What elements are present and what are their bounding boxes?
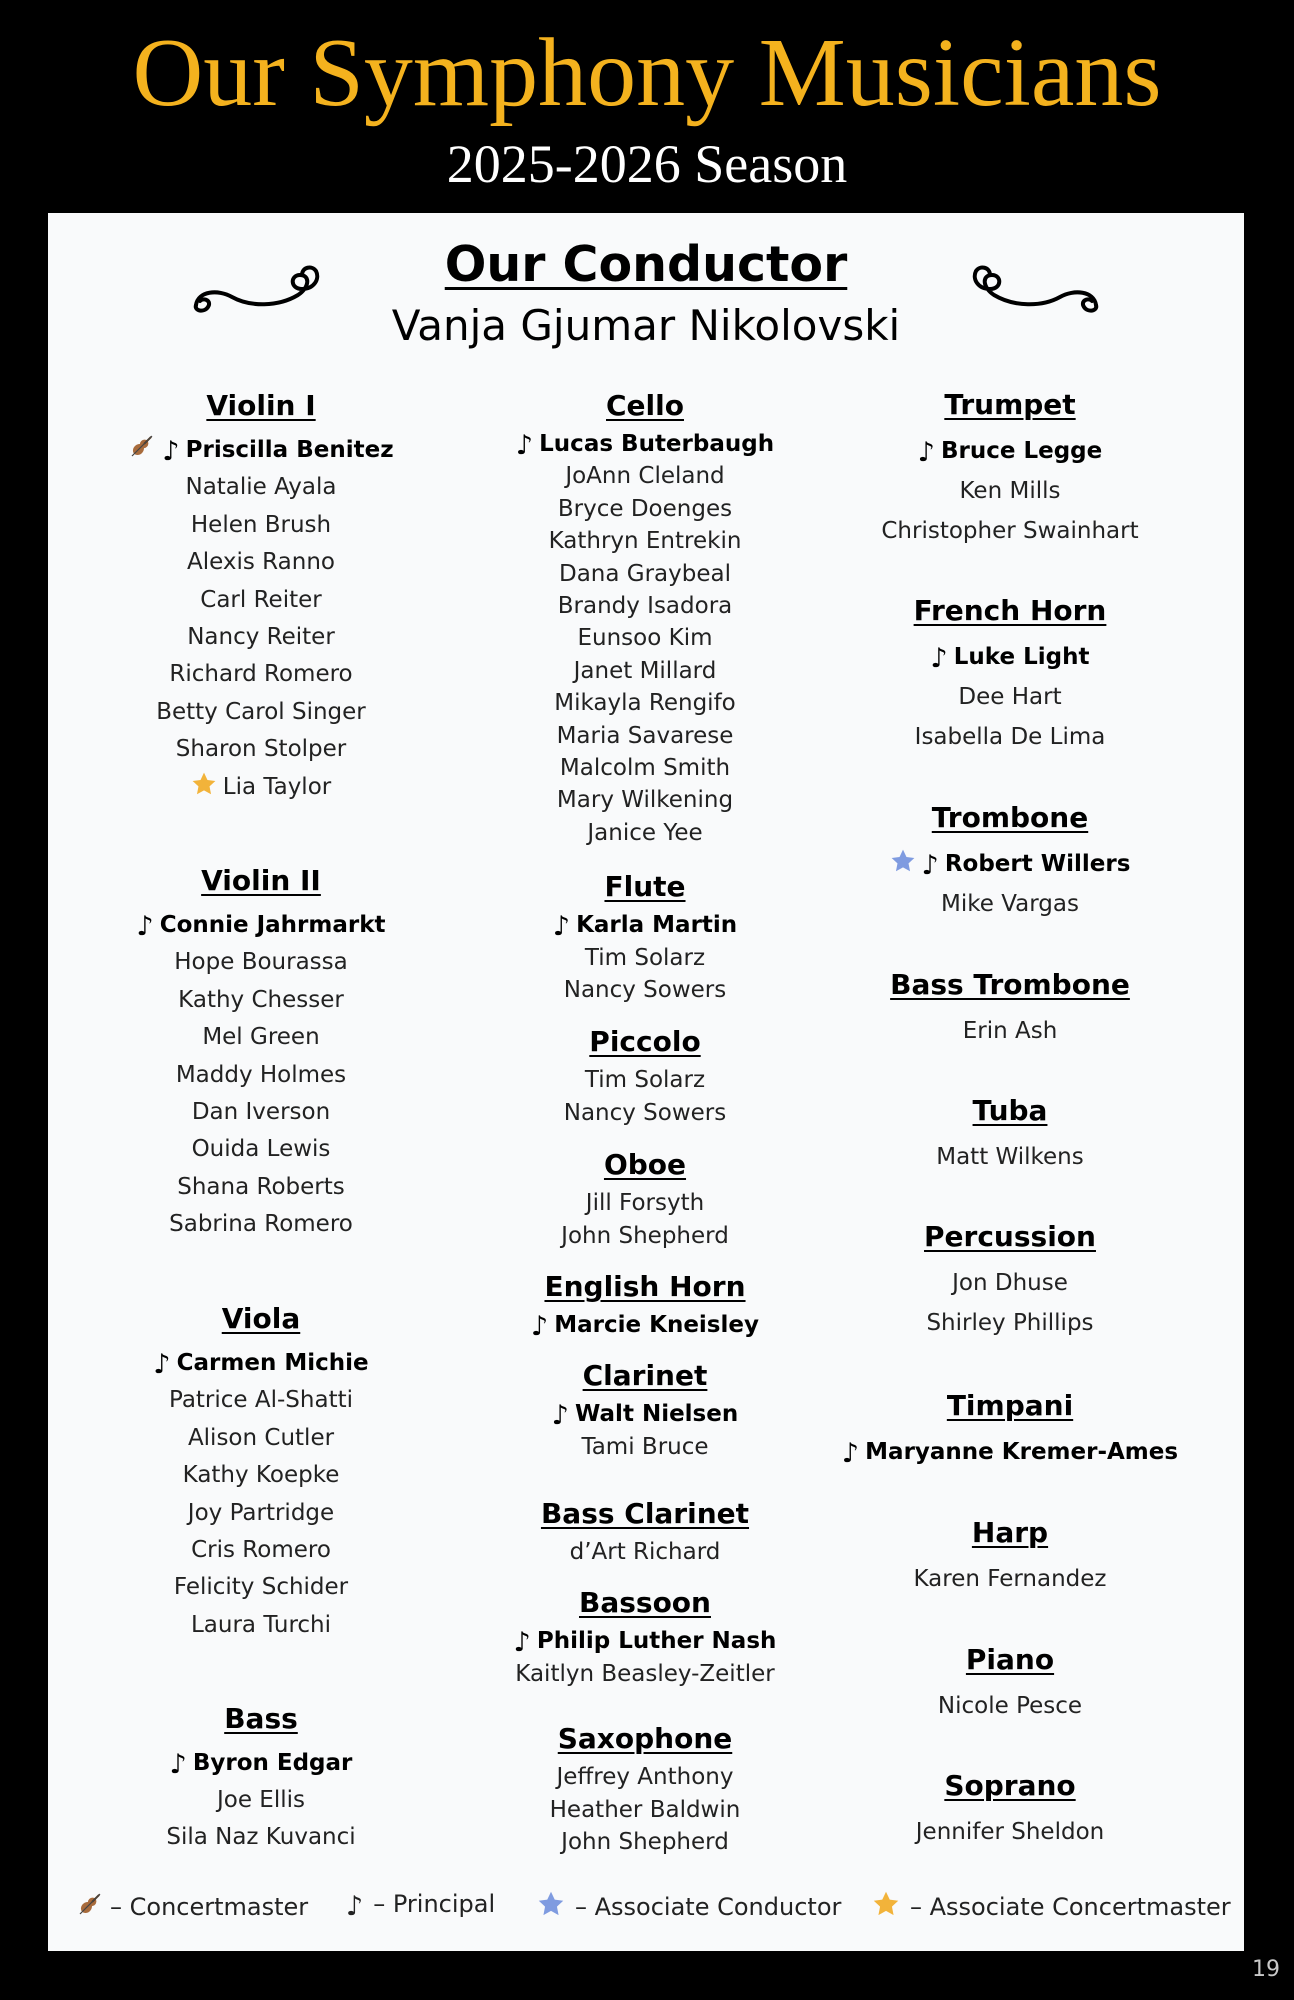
member-row xyxy=(455,909,835,942)
section-title: Clarinet xyxy=(582,1359,708,1392)
member-name: Jon Dhuse xyxy=(952,1270,1068,1296)
blue-star-icon xyxy=(890,847,916,887)
legend-concertmaster-label: – Concertmaster xyxy=(110,1893,309,1921)
section-cello xyxy=(455,388,835,846)
member-name: Heather Baldwin xyxy=(549,1796,741,1823)
legend xyxy=(48,1890,1244,1930)
member-name: Kathy Chesser xyxy=(178,986,344,1013)
member-name: Matt Wilkens xyxy=(936,1144,1084,1170)
member-name: Eunsoo Kim xyxy=(577,625,713,652)
member-name: Helen Brush xyxy=(190,511,332,538)
member-row xyxy=(455,1431,835,1464)
member-name: Nancy Sowers xyxy=(563,1099,727,1126)
note-icon: ♪ xyxy=(136,911,154,942)
section-title: English Horn xyxy=(544,1270,746,1303)
section-title: Violin I xyxy=(206,389,316,422)
member-name: Alexis Ranno xyxy=(187,549,335,576)
member-name: Joy Partridge xyxy=(187,1499,335,1526)
note-icon: ♪ xyxy=(917,437,935,468)
section-title: French Horn xyxy=(913,594,1107,627)
legend-principal-label: – Principal xyxy=(373,1890,496,1918)
member-row xyxy=(71,907,451,944)
section-violin1 xyxy=(71,388,451,800)
member-row xyxy=(71,507,451,544)
member-row xyxy=(71,982,451,1019)
member-row xyxy=(71,1019,451,1056)
member-row xyxy=(820,1559,1200,1599)
section-frenchhorn xyxy=(820,593,1200,750)
member-name: Maddy Holmes xyxy=(175,1061,347,1088)
member-row xyxy=(71,694,451,731)
member-row xyxy=(71,1382,451,1419)
member-name: Janice Yee xyxy=(587,819,703,846)
member-name: Philip Luther Nash xyxy=(536,1628,777,1654)
member-name: Mikayla Rengifo xyxy=(554,690,736,717)
member-row xyxy=(455,1658,835,1691)
member-row xyxy=(455,1536,835,1569)
member-row xyxy=(71,1745,451,1782)
member-row xyxy=(455,1097,835,1130)
member-name: Karla Martin xyxy=(576,912,738,938)
member-name: Kathryn Entrekin xyxy=(548,528,742,555)
member-row xyxy=(71,656,451,693)
member-name: Marcie Kneisley xyxy=(554,1312,759,1338)
member-name: Dee Hart xyxy=(958,684,1062,710)
member-row xyxy=(455,942,835,975)
member-name: Carmen Michie xyxy=(176,1350,369,1376)
member-name: Tami Bruce xyxy=(581,1433,709,1460)
member-row xyxy=(455,1309,835,1342)
member-row xyxy=(820,1263,1200,1303)
note-icon: ♪ xyxy=(531,1311,549,1342)
member-name: Alison Cutler xyxy=(187,1424,335,1451)
section-trumpet xyxy=(820,387,1200,544)
member-row xyxy=(455,622,835,654)
member-row xyxy=(71,1532,451,1569)
member-row xyxy=(455,1398,835,1431)
section-title: Percussion xyxy=(924,1220,1096,1253)
section-title: Bass xyxy=(224,1702,298,1735)
note-icon: ♪ xyxy=(551,1400,569,1431)
member-row xyxy=(455,1064,835,1097)
member-name: Erin Ash xyxy=(962,1018,1058,1044)
member-name: Karen Fernandez xyxy=(913,1566,1107,1592)
section-title: Saxophone xyxy=(557,1722,733,1755)
member-row xyxy=(820,431,1200,471)
section-bass xyxy=(71,1701,451,1850)
section-piccolo xyxy=(455,1024,835,1126)
member-row xyxy=(455,687,835,719)
member-name: Maria Savarese xyxy=(556,722,734,749)
member-name: Carl Reiter xyxy=(200,586,322,613)
section-title: Cello xyxy=(606,389,684,422)
member-name: Bruce Legge xyxy=(940,438,1103,464)
member-name: Mike Vargas xyxy=(941,891,1079,917)
member-name: Luke Light xyxy=(953,644,1090,670)
member-name: Isabella De Lima xyxy=(914,724,1106,750)
member-row xyxy=(820,511,1200,551)
member-row xyxy=(71,582,451,619)
season-subtitle: 2025-2026 Season xyxy=(446,134,848,194)
member-row xyxy=(820,1011,1200,1051)
member-row xyxy=(71,1131,451,1168)
legend-assoc-conductor xyxy=(537,1890,841,1924)
member-name: Bryce Doenges xyxy=(557,495,733,522)
member-name: Laura Turchi xyxy=(190,1611,332,1638)
member-row xyxy=(455,558,835,590)
member-name: Tim Solarz xyxy=(584,1067,706,1093)
member-name: Lucas Buterbaugh xyxy=(539,431,775,457)
member-row xyxy=(455,752,835,784)
section-title: Viola xyxy=(221,1302,301,1335)
member-row xyxy=(71,1206,451,1243)
member-name: d’Art Richard xyxy=(569,1539,721,1565)
member-name: Janet Millard xyxy=(573,657,717,684)
member-row xyxy=(820,717,1200,757)
section-title: Violin II xyxy=(201,864,321,897)
member-name: Shirley Phillips xyxy=(926,1310,1094,1336)
member-row xyxy=(71,1495,451,1532)
member-name: Sharon Stolper xyxy=(175,736,347,763)
member-row xyxy=(820,677,1200,717)
member-row xyxy=(455,974,835,1007)
member-row xyxy=(71,769,451,809)
member-name: Dana Graybeal xyxy=(558,560,731,587)
note-icon: ♪ xyxy=(552,911,571,942)
member-name: Joe Ellis xyxy=(216,1787,305,1813)
member-row xyxy=(455,1761,835,1794)
member-row xyxy=(455,1187,835,1220)
member-row xyxy=(71,1819,451,1856)
member-row xyxy=(820,1432,1200,1472)
note-icon: ♪ xyxy=(169,1749,187,1780)
note-icon: ♪ xyxy=(921,850,939,881)
member-name: Cris Romero xyxy=(191,1537,331,1563)
member-row xyxy=(820,844,1200,887)
member-name: Betty Carol Singer xyxy=(156,698,366,725)
member-row xyxy=(71,1057,451,1094)
section-viola xyxy=(71,1301,451,1638)
section-title: Trombone xyxy=(931,801,1089,834)
member-row xyxy=(455,784,835,816)
section-title: Oboe xyxy=(603,1148,687,1181)
member-name: Kathy Koepke xyxy=(182,1462,340,1489)
member-row xyxy=(455,460,835,492)
section-title: Harp xyxy=(971,1516,1049,1549)
section-title: Tuba xyxy=(972,1094,1048,1127)
section-basstrombone xyxy=(820,967,1200,1044)
section-title: Timpani xyxy=(946,1389,1074,1422)
violin-icon xyxy=(76,1890,104,1924)
section-bassclarinet xyxy=(455,1496,835,1565)
member-name: Christopher Swainhart xyxy=(881,518,1139,544)
member-name: Nancy Reiter xyxy=(187,624,335,650)
member-row xyxy=(71,1420,451,1457)
member-row xyxy=(455,590,835,622)
legend-assoc-conductor-label: – Associate Conductor xyxy=(575,1893,842,1921)
section-trombone xyxy=(820,800,1200,917)
note-icon: ♪ xyxy=(153,1349,171,1380)
legend-concertmaster xyxy=(76,1890,308,1924)
member-row xyxy=(820,471,1200,511)
section-bassoon xyxy=(455,1585,835,1687)
member-row xyxy=(71,1457,451,1494)
member-name: Nancy Sowers xyxy=(563,977,727,1003)
blue-star-icon xyxy=(537,1890,565,1924)
member-name: Felicity Schider xyxy=(173,1574,349,1601)
member-name: Sila Naz Kuvanci xyxy=(166,1824,356,1850)
section-title: Bassoon xyxy=(579,1586,711,1619)
member-name: Maryanne Kremer-Ames xyxy=(865,1439,1179,1465)
member-row xyxy=(71,1169,451,1206)
conductor-name: Vanja Gjumar Nikolovski xyxy=(391,301,901,350)
section-title: Flute xyxy=(604,870,686,903)
member-row xyxy=(71,544,451,581)
violin-icon xyxy=(128,432,156,472)
gold-star-icon xyxy=(872,1890,900,1924)
note-icon: ♪ xyxy=(515,430,534,461)
page-number: 19 xyxy=(1252,1957,1280,1982)
member-row xyxy=(455,817,835,849)
member-name: Shana Roberts xyxy=(177,1173,345,1200)
member-name: Lia Taylor xyxy=(222,773,332,800)
member-row xyxy=(455,1794,835,1827)
section-harp xyxy=(820,1515,1200,1592)
member-name: JoAnn Cleland xyxy=(565,463,725,490)
member-name: John Shepherd xyxy=(561,1829,729,1855)
section-title: Piccolo xyxy=(589,1025,701,1058)
member-name: Ouida Lewis xyxy=(191,1136,331,1163)
member-name: Connie Jahrmarkt xyxy=(159,912,386,938)
section-tuba xyxy=(820,1093,1200,1170)
member-name: Byron Edgar xyxy=(192,1750,353,1776)
member-name: Patrice Al-Shatti xyxy=(168,1387,354,1414)
member-name: Kaitlyn Beasley-Zeitler xyxy=(515,1660,775,1687)
member-row xyxy=(71,1782,451,1819)
roster-panel xyxy=(48,213,1244,1951)
member-name: Nicole Pesce xyxy=(937,1693,1083,1719)
member-row xyxy=(71,1094,451,1131)
member-name: Hope Bourassa xyxy=(174,949,348,976)
member-row xyxy=(820,1303,1200,1343)
member-row xyxy=(820,1812,1200,1852)
note-icon: ♪ xyxy=(346,1891,364,1922)
member-name: Malcolm Smith xyxy=(559,755,731,781)
member-name: Jeffrey Anthony xyxy=(556,1764,734,1790)
section-clarinet xyxy=(455,1358,835,1460)
member-row xyxy=(71,469,451,506)
member-row xyxy=(455,493,835,525)
member-name: Brandy Isadora xyxy=(557,593,733,619)
section-soprano xyxy=(820,1768,1200,1845)
section-flute xyxy=(455,869,835,1003)
legend-principal xyxy=(346,1890,495,1920)
section-violin2 xyxy=(71,863,451,1238)
section-title: Bass Clarinet xyxy=(540,1497,750,1530)
section-saxophone xyxy=(455,1721,835,1855)
member-row xyxy=(71,619,451,656)
member-row xyxy=(455,428,835,460)
gold-star-icon xyxy=(191,771,217,809)
member-name: Richard Romero xyxy=(169,661,353,688)
member-row xyxy=(71,1345,451,1382)
note-icon: ♪ xyxy=(930,643,948,674)
section-title: Piano xyxy=(965,1643,1055,1676)
member-name: Priscilla Benitez xyxy=(185,437,394,463)
member-row xyxy=(71,944,451,981)
member-row xyxy=(455,1625,835,1658)
legend-assoc-concertmaster-label: – Associate Concertmaster xyxy=(910,1893,1231,1921)
section-piano xyxy=(820,1642,1200,1719)
member-name: Dan Iverson xyxy=(191,1099,331,1125)
member-row xyxy=(71,432,451,472)
section-oboe xyxy=(455,1147,835,1249)
member-row xyxy=(820,884,1200,924)
member-row xyxy=(820,1137,1200,1177)
member-row xyxy=(455,1826,835,1859)
member-name: Tim Solarz xyxy=(584,944,706,971)
member-row xyxy=(455,1220,835,1253)
member-name: Mary Wilkening xyxy=(556,787,734,814)
note-icon: ♪ xyxy=(162,436,180,467)
member-name: Robert Willers xyxy=(944,851,1131,877)
section-title: Soprano xyxy=(944,1769,1076,1802)
member-row xyxy=(820,1686,1200,1726)
member-row xyxy=(71,731,451,768)
section-timpani xyxy=(820,1388,1200,1469)
member-row xyxy=(71,1569,451,1606)
member-row xyxy=(820,637,1200,677)
member-row xyxy=(455,525,835,557)
section-title: Trumpet xyxy=(944,388,1076,421)
member-row xyxy=(71,1607,451,1644)
member-row xyxy=(455,655,835,687)
legend-assoc-concertmaster xyxy=(872,1890,1231,1924)
member-name: Ken Mills xyxy=(959,478,1061,504)
section-percussion xyxy=(820,1219,1200,1336)
member-name: Mel Green xyxy=(202,1024,320,1051)
member-name: Jill Forsyth xyxy=(585,1190,705,1216)
note-icon: ♪ xyxy=(513,1627,531,1658)
member-name: Natalie Ayala xyxy=(185,474,337,501)
member-name: Jennifer Sheldon xyxy=(915,1819,1105,1845)
member-name: Walt Nielsen xyxy=(574,1401,739,1427)
section-title: Bass Trombone xyxy=(890,968,1130,1001)
member-row xyxy=(455,720,835,752)
member-name: John Shepherd xyxy=(561,1222,729,1249)
section-englishhorn xyxy=(455,1269,835,1342)
page-title: Our Symphony Musicians xyxy=(132,19,1162,127)
note-icon: ♪ xyxy=(841,1438,860,1469)
conductor-heading: Our Conductor xyxy=(444,236,848,293)
member-name: Sabrina Romero xyxy=(169,1211,353,1238)
